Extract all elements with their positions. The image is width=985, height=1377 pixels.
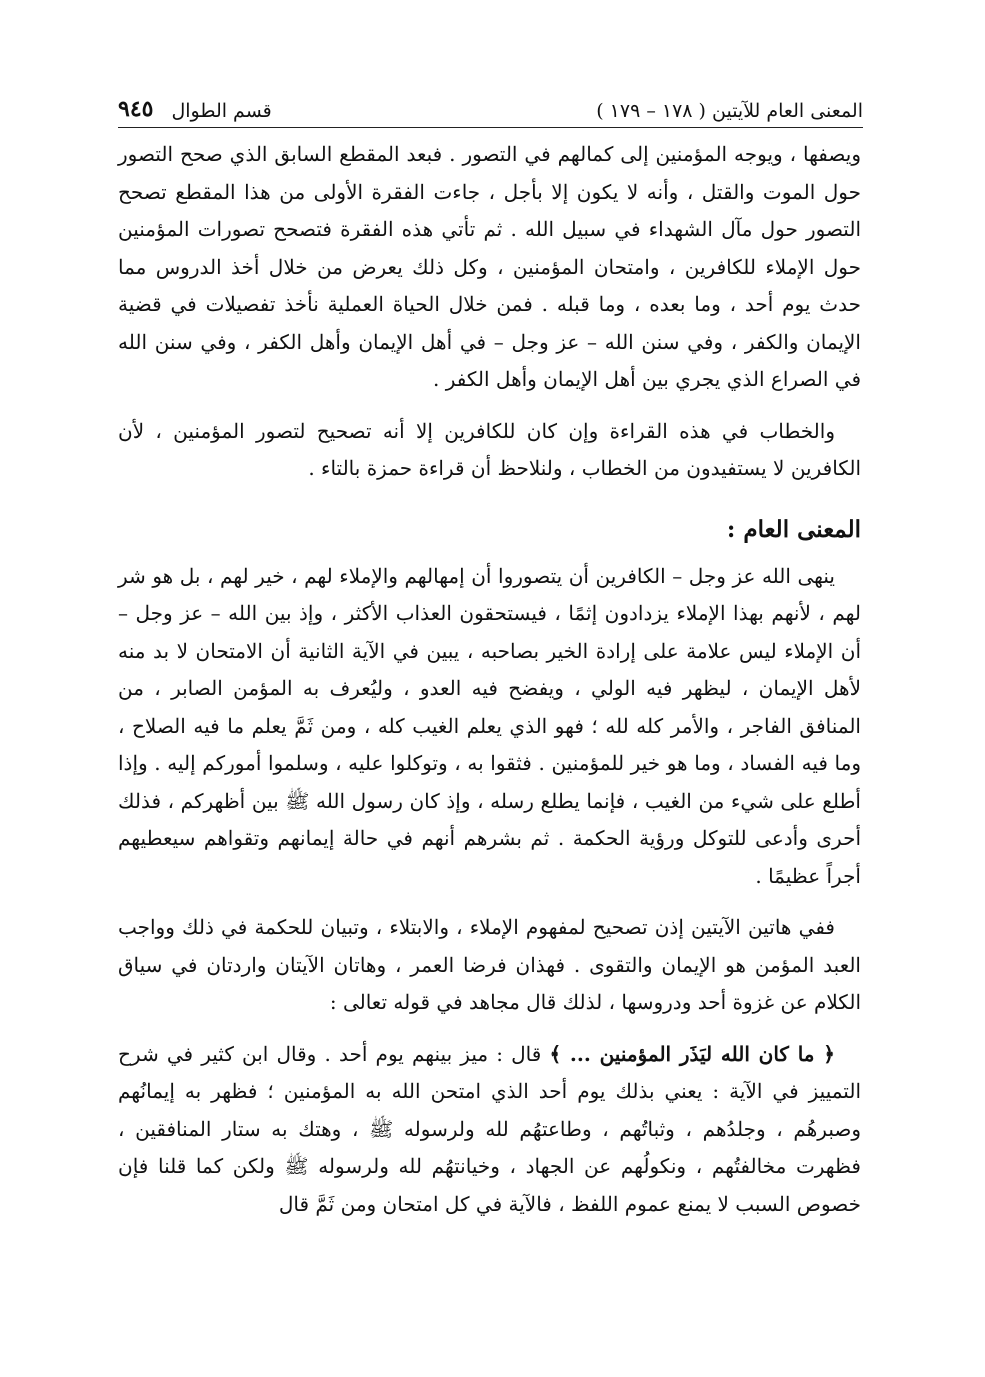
page-header [118, 92, 863, 122]
running-title: المعنى العام للآيتين ( ١٧٨ – ١٧٩ ) [596, 100, 863, 122]
section-name: قسم الطوال [171, 100, 272, 122]
page-body [118, 136, 861, 1223]
paragraph-reading-note: والخطاب في هذه القراءة وإن كان للكافرين إلا أنه تصحيح لتصور المؤمنين ، لأن الكافرين لا يستفيدون من الخطاب ، ولنلاحظ أن قراءة حمزة بالتاء . [118, 418, 861, 480]
header-divider [118, 127, 863, 128]
paragraph-quote [118, 1036, 861, 1224]
page-number: ٩٤٥ [118, 96, 154, 122]
header-left-group [118, 96, 272, 122]
quote-commentary: قال : ميز بينهم يوم أحد . وقال ابن كثير في شرح التمييز في الآية : يعني بذلك يوم أحد الذي امتحن الله به المؤمنين ؛ فظهر به إيمانُهم وصبرهُم ، وجلدُهم ، وثباتُهم ، وطاعتهُم لله ولرسوله ﷺ ، وهتك به ستار المنافقين ، فظهرت مخالفتُهم ، ونكولُهم عن الجهاد ، وخيانتهُم لله ولرسوله ﷺ ولكن كما قلنا فإن خصوص السبب لا يمنع عموم اللفظ ، فالآية في كل امتحان ومن ثَمَّ قال [118, 1041, 861, 1216]
section-heading: المعنى العام : [726, 515, 861, 543]
paragraph-intro: ويصفها ، ويوجه المؤمنين إلى كمالهم في التصور . فبعد المقطع السابق الذي صحح التصور حول الموت والقتل ، وأنه لا يكون إلا بأجل ، جاءت الفقرة الأولى من هذا المقطع تصحح التصور حول مآل الشهداء في سبيل الله . ثم تأتي هذه الفقرة فتصحح تصورات المؤمنين حول الإملاء للكافرين ، وامتحان المؤمنين ، وكل ذلك يعرض من خلال أخذ الدروس مما حدث يوم أحد ، وما بعده ، وما قبله . فمن خلال الحياة العملية نأخذ تفصيلات في قضية الإيمان والكفر ، وفي سنن الله – عز وجل – في أهل الإيمان وأهل الكفر ، وفي سنن الله في الصراع الذي يجري بين أهل الإيمان وأهل الكفر . [118, 142, 861, 391]
paragraph-wisdom: ففي هاتين الآيتين إذن تصحيح لمفهوم الإملاء ، والابتلاء ، وتبيان للحكمة في ذلك وواجب العبد المؤمن هو الإيمان والتقوى . فهذان فرضا العمر ، وهاتان الآيتان واردتان في سياق الكلام عن غزوة أحد ودروسها ، لذلك قال مجاهد في قوله تعالى : [118, 915, 861, 1014]
paragraph-general-meaning: ينهى الله عز وجل – الكافرين أن يتصوروا أن إمهالهم والإملاء لهم ، خير لهم ، بل هو شر لهم ، لأنهم بهذا الإملاء يزدادون إثمًا ، فيستحقون العذاب الأكثر ، وإذ بين الله – عز وجل – أن الإملاء ليس علامة على إرادة الخير بصاحبه ، يبين في الآية الثانية أن الامتحان لا بد منه لأهل الإيمان ، ليظهر فيه الولي ، ويفضح فيه العدو ، وليُعرف به المؤمن الصابر ، من المنافق الفاجر ، والأمر كله لله ؛ فهو الذي يعلم الغيب كله ، ومن ثَمَّ يعلم ما فيه الصلاح ، وما فيه الفساد ، وما هو خير للمؤمنين . فثقوا به ، وتوكلوا عليه ، وسلموا أموركم إليه . وإذا أطلع على شيء من الغيب ، فإنما يطلع رسله ، وإذ كان رسول الله ﷺ بين أظهركم ، فذلك أحرى وأدعى للتوكل ورؤية الحكمة . ثم بشرهم أنهم في حالة إيمانهم وتقواهم سيعطيهم أجراً عظيمًا . [118, 563, 861, 888]
quranic-verse: ﴿ ما كان الله ليَذَر المؤمنين ... ﴾ [549, 1041, 835, 1066]
